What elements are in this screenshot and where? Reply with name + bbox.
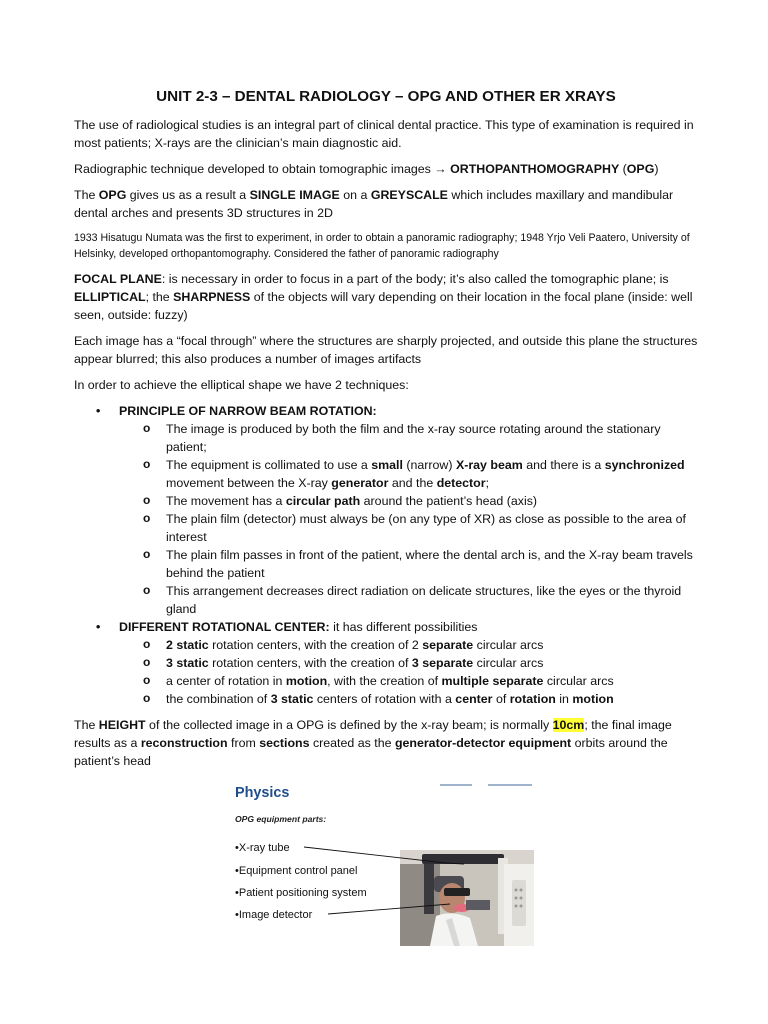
paragraph-history: 1933 Hisatugu Numata was the first to experiment, in order to obtain a panoramic radiography; 1948 Yrjo Veli Paatero, University of Helsinky, developed orthopantomography. Considered the father of panoramic radiography: [74, 232, 690, 260]
paragraph-opg-result: The OPG gives us as a result a SINGLE IMAGE on a GREYSCALE which includes maxillary and mandibular dental arches and presents 3D structures in 2D: [74, 188, 674, 220]
list-item: • DIFFERENT ROTATIONAL CENTER: it has different possibilities o 2 static rotation centers, with the creation of 2 separate circular arcs o 3 static rotation centers, with the creation of 3 separate circular arcs o a center of rotation in motion, with the creation of multiple separate circular arcs o the combination of 3 static centers of rotation with a center of rotation in motion: [74, 618, 698, 708]
sub-list: [119, 420, 698, 618]
figure-label-positioning-system: •Patient positioning system: [235, 887, 367, 899]
paragraph-focal-plane: FOCAL PLANE: is necessary in order to focus in a part of the body; it’s also called the tomographic plane; is ELLIPTICAL; the SHARPNESS of the objects will vary depending on their location in the focal plane (inside: well seen, outside: fuzzy): [74, 272, 693, 322]
list-item: • PRINCIPLE OF NARROW BEAM ROTATION: o The image is produced by both the film and the x-ray source rotating around the stationary patient; o The equipment is collimated to use a small (narrow) X-ray beam and there is a synchronized movement between the X-ray generator and the detector; o The movement has a circular path around the patient’s head (axis) o The plain film (detector) must always be (on any type of XR) as close as possible to the area of interest o The plain film passes in front of the patient, where the dental arch is, and the X-ray beam travels behind the patient o This arrangement decreases direct radiation on delicate structures, like the eyes or the thyroid gland: [74, 402, 698, 618]
list-item: o the combination of 3 static centers of rotation with a center of rotation in motion: [119, 690, 698, 708]
paragraph-techniques-intro: In order to achieve the elliptical shape we have 2 techniques:: [74, 378, 409, 392]
figure-title: Physics: [235, 785, 290, 801]
list-item: o The plain film (detector) must always be (on any type of XR) as close as possible to the area of interest: [119, 510, 698, 546]
list-item: o This arrangement decreases direct radiation on delicate structures, like the eyes or the thyroid gland: [119, 582, 698, 618]
figure-leader-lines: [232, 784, 552, 952]
list-item: o The image is produced by both the film and the x-ray source rotating around the stationary patient;: [119, 420, 698, 456]
opg-equipment-figure: [232, 784, 552, 952]
list-item: o 3 static rotation centers, with the creation of 3 separate circular arcs: [119, 654, 698, 672]
list-item: o The movement has a circular path around the patient’s head (axis): [119, 492, 698, 510]
paragraph-focal-through: Each image has a “focal through” where the structures are sharply projected, and outside this plane the structures appear blurred; this also produces a number of images artifacts: [74, 334, 698, 366]
paragraph-height: The HEIGHT of the collected image in a OPG is defined by the x-ray beam; is normally 10cm; the final image results as a reconstruction from sections created as the generator-detector equipment orbits around the patient’s head: [74, 718, 672, 768]
page-title: UNIT 2-3 – DENTAL RADIOLOGY – OPG AND OTHER ER XRAYS: [156, 88, 616, 105]
techniques-list: [74, 402, 698, 708]
figure-label-xray-tube: •X-ray tube: [235, 842, 290, 854]
figure-label-image-detector: •Image detector: [235, 909, 313, 921]
paragraph-technique: Radiographic technique developed to obtain tomographic images → ORTHOPANTHOMOGRAPHY (OPG): [74, 162, 659, 176]
figure-label-control-panel: •Equipment control panel: [235, 865, 358, 877]
sub-list: [119, 636, 698, 708]
list-item: o a center of rotation in motion, with the creation of multiple separate circular arcs: [119, 672, 698, 690]
list-item: o The equipment is collimated to use a small (narrow) X-ray beam and there is a synchronized movement between the X-ray generator and the detector;: [119, 456, 698, 492]
highlighted-value: 10cm: [552, 718, 585, 732]
figure-subtitle: OPG equipment parts:: [235, 814, 327, 824]
list-item: o The plain film passes in front of the patient, where the dental arch is, and the X-ray beam travels behind the patient: [119, 546, 698, 582]
paragraph-intro: The use of radiological studies is an integral part of clinical dental practice. This type of examination is required in most patients; X-rays are the clinician’s main diagnostic aid.: [74, 118, 694, 150]
list-item: o 2 static rotation centers, with the creation of 2 separate circular arcs: [119, 636, 698, 654]
arrow-right-icon: →: [434, 162, 447, 176]
